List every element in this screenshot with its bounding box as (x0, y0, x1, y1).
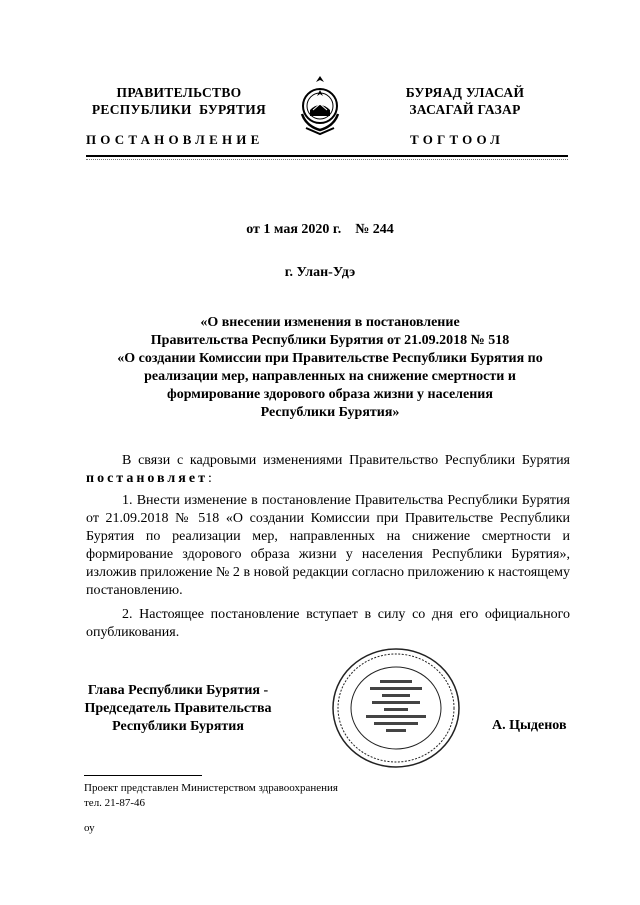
title-line: реализации мер, направленных на снижение смертности и (144, 369, 516, 384)
title-line: формирование здорового образа жизни у населения (167, 387, 493, 402)
signatory-title-line: Республики Бурятия (112, 719, 244, 734)
header-right-org (370, 84, 560, 118)
signatory-name: А. Цыденов (492, 718, 567, 733)
preamble-text: В связи с кадровыми изменениями Правительство Республики Бурятия (122, 453, 570, 468)
title-line: «О создании Комиссии при Правительстве Республики Бурятия по (117, 351, 543, 366)
footer-phone: тел. 21-87-46 (84, 797, 146, 809)
resolves-word: постановляет (86, 471, 208, 486)
header-left-line: РЕСПУБЛИКИ БУРЯТИЯ (91, 102, 267, 117)
decree-number: № 244 (355, 222, 394, 237)
doc-type-ru: ПОСТАНОВЛЕНИЕ (86, 132, 264, 147)
header-rule (86, 155, 568, 157)
header-left-org (84, 84, 274, 118)
title-line: Правительства Республики Бурятия от 21.09.2018 № 518 (150, 333, 510, 348)
decree-title (80, 314, 580, 422)
paragraph-preamble (86, 452, 570, 488)
footer-rule (84, 775, 202, 776)
footer-presented-by: Проект представлен Министерством здравоохранения (84, 782, 338, 794)
doc-type-bua: ТОГТООЛ (410, 132, 505, 147)
preamble-tail: : (207, 471, 212, 486)
footer-initials: оу (84, 822, 95, 834)
footer-note (84, 781, 338, 811)
signatory-title (70, 682, 286, 736)
header-left-line: ПРАВИТЕЛЬСТВО (116, 85, 242, 100)
header-rule-dotted (86, 159, 568, 160)
paragraph-item-1: 1. Внести изменение в постановление Правительства Республики Бурятия от 21.09.2018 № 518 «О создании Комиссии при Правительстве Республики Бурятия по реализации мер, направленных на снижение смертности и формирование здорового образа жизни у населения Республики Бурятия», изложив приложение № 2 в новой редакции согласно приложению к настоящему постановлению. (86, 493, 570, 598)
official-stamp-seal (330, 646, 462, 770)
signatory-title-line: Глава Республики Бурятия - (87, 683, 269, 698)
date-line (0, 222, 640, 238)
header-right-line: ЗАСАГАЙ ГАЗАР (409, 102, 521, 117)
title-line: Республики Бурятия» (260, 405, 400, 420)
city: г. Улан-Удэ (284, 265, 356, 280)
decree-date: от 1 мая 2020 г. (246, 222, 342, 237)
title-line: «О внесении изменения в постановление (200, 315, 460, 330)
paragraph-item-2: 2. Настоящее постановление вступает в силу со дня его официального опубликования. (86, 607, 570, 640)
header-right-line: БУРЯАД УЛАСАЙ (405, 85, 525, 100)
signatory-title-line: Председатель Правительства (84, 701, 272, 716)
coat-of-arms-emblem (296, 74, 344, 136)
